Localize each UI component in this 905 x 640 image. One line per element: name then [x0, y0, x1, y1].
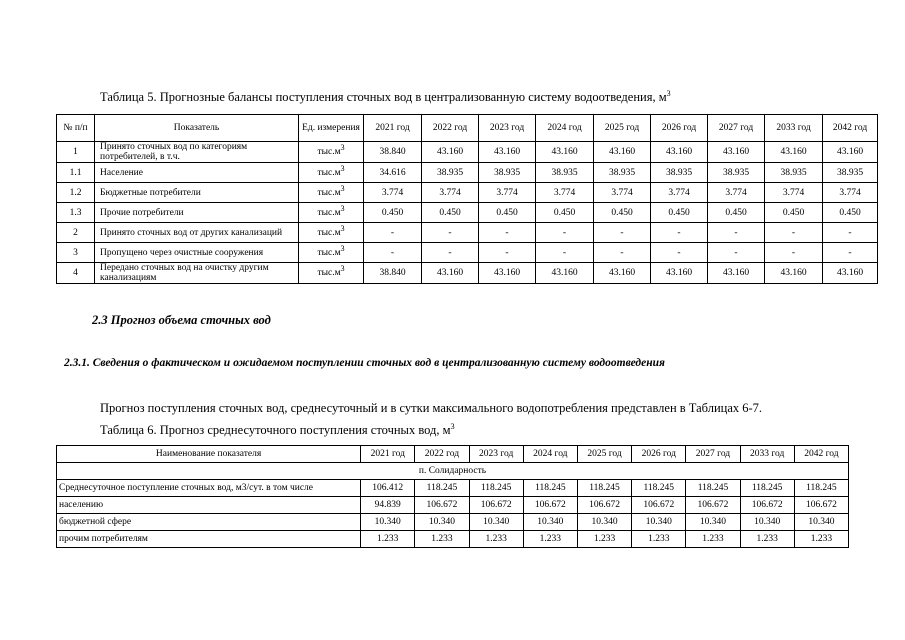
row-value-cell: 1.233 — [686, 531, 740, 548]
row-indicator-name: Пропущено через очистные сооружения — [95, 243, 299, 263]
row-unit-sup: 3 — [340, 183, 345, 193]
table5-header-cell: Показатель — [95, 115, 299, 142]
table5-row — [57, 243, 878, 263]
row-value-cell: - — [536, 243, 594, 263]
row-unit-sup: 3 — [340, 263, 345, 273]
row-value-cell: 0.450 — [823, 203, 878, 223]
row-value-cell: 43.160 — [594, 142, 651, 163]
row-number: 1.1 — [57, 163, 95, 183]
row-value-cell: 1.233 — [361, 531, 415, 548]
table6-header-row — [57, 446, 849, 463]
row-unit — [299, 183, 364, 203]
row-value-cell: 1.233 — [794, 531, 848, 548]
row-value-cell: 1.233 — [415, 531, 469, 548]
table5 — [56, 114, 878, 284]
table6-header-cell: Наименование показателя — [57, 446, 361, 463]
table5-header-cell: 2027 год — [708, 115, 765, 142]
row-value-cell: 1.233 — [577, 531, 631, 548]
row-number: 3 — [57, 243, 95, 263]
row-value-cell: 43.160 — [594, 263, 651, 284]
paragraph: Прогноз поступления сточных вод, среднесуточный и в сутки максимального водопотребления представлен в Таблицах 6-7. — [100, 401, 763, 415]
row-value-cell: 118.245 — [523, 480, 577, 497]
row-value-cell: 3.774 — [536, 183, 594, 203]
row-value-cell: 0.450 — [479, 203, 536, 223]
row-unit-sup: 3 — [340, 223, 345, 233]
table6-group-label: п. Солидарность — [57, 463, 849, 480]
table5-row — [57, 263, 878, 284]
table6-header-cell: 2024 год — [523, 446, 577, 463]
row-number: 1.3 — [57, 203, 95, 223]
table5-row — [57, 203, 878, 223]
table6-header-cell: 2022 год — [415, 446, 469, 463]
table5-caption-sup: 3 — [666, 88, 671, 98]
row-indicator-name: Принято сточных вод по категориям потребителей, в т.ч. — [95, 142, 299, 163]
row-value-cell: 43.160 — [823, 263, 878, 284]
row-unit-text: тыс.м — [317, 227, 341, 238]
row-value-cell: 3.774 — [422, 183, 479, 203]
row-value-cell: 38.935 — [765, 163, 823, 183]
row-value-cell: 106.672 — [577, 497, 631, 514]
row-value-cell: 1.233 — [740, 531, 794, 548]
table6-row — [57, 514, 849, 531]
table6-caption-text: Таблица 6. Прогноз среднесуточного поступления сточных вод, м — [100, 423, 451, 437]
row-value-cell: 3.774 — [708, 183, 765, 203]
row-unit — [299, 243, 364, 263]
row-value-cell: 43.160 — [536, 142, 594, 163]
row-value-cell: 0.450 — [536, 203, 594, 223]
row-value-cell: - — [479, 223, 536, 243]
table5-header-cell: 2024 год — [536, 115, 594, 142]
row-value-cell: 10.340 — [632, 514, 686, 531]
row-value-cell: 10.340 — [523, 514, 577, 531]
table6-row — [57, 497, 849, 514]
row-unit-text: тыс.м — [317, 147, 341, 157]
row-indicator-name: Прочие потребители — [95, 203, 299, 223]
row-value-cell: - — [765, 223, 823, 243]
row-value-cell: 3.774 — [594, 183, 651, 203]
table5-header-row — [57, 115, 878, 142]
row-value-cell: 43.160 — [479, 263, 536, 284]
row-value-cell: 106.672 — [469, 497, 523, 514]
row-unit-text: тыс.м — [317, 167, 341, 178]
row-value-cell: 118.245 — [686, 480, 740, 497]
table6-header-cell: 2033 год — [740, 446, 794, 463]
table5-caption-text: Таблица 5. Прогнозные балансы поступления сточных вод в централизованную систему водоотведения, м — [100, 90, 667, 104]
row-number: 1.2 — [57, 183, 95, 203]
table5-caption — [100, 90, 671, 105]
row-value-cell: 10.340 — [469, 514, 523, 531]
row-value-cell: - — [364, 223, 422, 243]
row-value-cell: 43.160 — [422, 263, 479, 284]
row-indicator-name: бюджетной сфере — [57, 514, 361, 531]
row-value-cell: 38.840 — [364, 142, 422, 163]
table5-row — [57, 223, 878, 243]
row-value-cell: - — [651, 223, 708, 243]
row-value-cell: 118.245 — [469, 480, 523, 497]
row-value-cell: - — [823, 243, 878, 263]
row-value-cell: 106.672 — [523, 497, 577, 514]
row-value-cell: 43.160 — [765, 263, 823, 284]
row-value-cell: 0.450 — [708, 203, 765, 223]
row-value-cell: - — [364, 243, 422, 263]
table6-group-row — [57, 463, 849, 480]
row-indicator-name: Среднесуточное поступление сточных вод, м3/сут. в том числе — [57, 480, 361, 497]
table5-header-cell: 2042 год — [823, 115, 878, 142]
row-value-cell: 0.450 — [422, 203, 479, 223]
row-unit-sup: 3 — [340, 163, 345, 173]
row-value-cell: 43.160 — [479, 142, 536, 163]
row-value-cell: 43.160 — [708, 142, 765, 163]
section-heading-2-3-1: 2.3.1. Сведения о фактическом и ожидаемом поступлении сточных вод в централизованную систему водоотведения — [64, 357, 665, 369]
table6-header-cell: 2023 год — [469, 446, 523, 463]
row-unit-sup: 3 — [340, 142, 345, 152]
row-value-cell: 1.233 — [523, 531, 577, 548]
table6-header-cell: 2025 год — [577, 446, 631, 463]
row-value-cell: - — [594, 243, 651, 263]
row-value-cell: 43.160 — [823, 142, 878, 163]
row-value-cell: 10.340 — [361, 514, 415, 531]
row-value-cell: - — [594, 223, 651, 243]
row-value-cell: 106.672 — [794, 497, 848, 514]
table6-caption-sup: 3 — [450, 421, 455, 431]
table5-header-cell: 2022 год — [422, 115, 479, 142]
row-indicator-name: прочим потребителям — [57, 531, 361, 548]
table6 — [56, 445, 849, 548]
table6-caption — [100, 423, 455, 438]
row-value-cell: 3.774 — [651, 183, 708, 203]
table5-header-cell: № п/п — [57, 115, 95, 142]
row-number: 1 — [57, 142, 95, 163]
row-unit — [299, 163, 364, 183]
row-value-cell: 38.935 — [651, 163, 708, 183]
row-unit-text: тыс.м — [317, 268, 341, 278]
row-unit — [299, 142, 364, 163]
row-unit — [299, 263, 364, 284]
table5-header-cell: 2033 год — [765, 115, 823, 142]
row-value-cell: 38.935 — [708, 163, 765, 183]
row-unit-text: тыс.м — [317, 207, 341, 218]
row-value-cell: 0.450 — [651, 203, 708, 223]
row-value-cell: - — [708, 243, 765, 263]
row-value-cell: 106.412 — [361, 480, 415, 497]
row-indicator-name: Население — [95, 163, 299, 183]
row-value-cell: 106.672 — [686, 497, 740, 514]
row-value-cell: 38.935 — [422, 163, 479, 183]
row-value-cell: - — [651, 243, 708, 263]
row-value-cell: 34.616 — [364, 163, 422, 183]
table6-row — [57, 480, 849, 497]
table5-row — [57, 142, 878, 163]
row-value-cell: 38.935 — [594, 163, 651, 183]
table6-header-cell: 2042 год — [794, 446, 848, 463]
row-unit-text: тыс.м — [317, 187, 341, 198]
row-unit — [299, 203, 364, 223]
row-number: 4 — [57, 263, 95, 284]
row-value-cell: 43.160 — [651, 142, 708, 163]
row-value-cell: 3.774 — [765, 183, 823, 203]
row-value-cell: 38.935 — [823, 163, 878, 183]
row-value-cell: 43.160 — [422, 142, 479, 163]
row-value-cell: - — [536, 223, 594, 243]
row-value-cell: 0.450 — [594, 203, 651, 223]
table5-header-cell: 2021 год — [364, 115, 422, 142]
row-value-cell: - — [708, 223, 765, 243]
table5-header-cell: Ед. измерения — [299, 115, 364, 142]
section-heading-2-3: 2.3 Прогноз объема сточных вод — [92, 313, 271, 327]
table6-header-cell: 2026 год — [632, 446, 686, 463]
row-value-cell: 3.774 — [823, 183, 878, 203]
row-value-cell: - — [422, 243, 479, 263]
row-value-cell: 10.340 — [415, 514, 469, 531]
row-unit-sup: 3 — [340, 203, 345, 213]
row-value-cell: 43.160 — [708, 263, 765, 284]
table6-header-cell: 2021 год — [361, 446, 415, 463]
row-value-cell: 43.160 — [651, 263, 708, 284]
row-value-cell: 38.840 — [364, 263, 422, 284]
row-value-cell: 106.672 — [740, 497, 794, 514]
row-indicator-name: Принято сточных вод от других канализаций — [95, 223, 299, 243]
row-value-cell: 106.672 — [632, 497, 686, 514]
row-value-cell: 1.233 — [632, 531, 686, 548]
row-unit — [299, 223, 364, 243]
row-value-cell: - — [479, 243, 536, 263]
row-value-cell: 118.245 — [632, 480, 686, 497]
row-unit-text: тыс.м — [317, 247, 341, 258]
row-value-cell: - — [823, 223, 878, 243]
row-value-cell: 43.160 — [765, 142, 823, 163]
table6-row — [57, 531, 849, 548]
row-value-cell: 10.340 — [577, 514, 631, 531]
row-value-cell: 3.774 — [479, 183, 536, 203]
row-value-cell: 0.450 — [364, 203, 422, 223]
row-value-cell: - — [422, 223, 479, 243]
row-value-cell: 38.935 — [536, 163, 594, 183]
row-value-cell: 0.450 — [765, 203, 823, 223]
row-value-cell: 38.935 — [479, 163, 536, 183]
table5-header-cell: 2026 год — [651, 115, 708, 142]
row-value-cell: 106.672 — [415, 497, 469, 514]
row-value-cell: 118.245 — [415, 480, 469, 497]
row-indicator-name: населению — [57, 497, 361, 514]
row-indicator-name: Бюджетные потребители — [95, 183, 299, 203]
row-value-cell: - — [765, 243, 823, 263]
row-value-cell: 118.245 — [794, 480, 848, 497]
row-value-cell: 118.245 — [740, 480, 794, 497]
row-value-cell: 10.340 — [686, 514, 740, 531]
row-value-cell: 94.839 — [361, 497, 415, 514]
row-value-cell: 10.340 — [794, 514, 848, 531]
table5-header-cell: 2023 год — [479, 115, 536, 142]
table5-header-cell: 2025 год — [594, 115, 651, 142]
table5-row — [57, 163, 878, 183]
row-value-cell: 10.340 — [740, 514, 794, 531]
row-value-cell: 1.233 — [469, 531, 523, 548]
row-unit-sup: 3 — [340, 243, 345, 253]
row-value-cell: 43.160 — [536, 263, 594, 284]
table5-row — [57, 183, 878, 203]
row-value-cell: 118.245 — [577, 480, 631, 497]
row-number: 2 — [57, 223, 95, 243]
table6-header-cell: 2027 год — [686, 446, 740, 463]
row-indicator-name: Передано сточных вод на очистку другим канализациям — [95, 263, 299, 284]
row-value-cell: 3.774 — [364, 183, 422, 203]
